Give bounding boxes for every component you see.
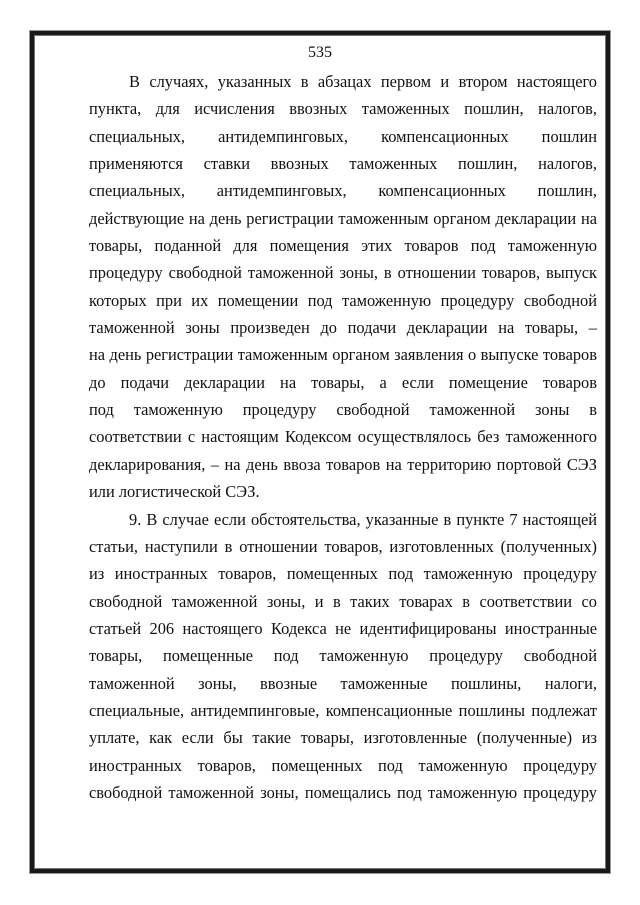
- text-line: до подачи декларации на товары, а если помещение товаров: [89, 372, 597, 392]
- text-line: применяются ставки ввозных таможенных пошлин, налогов,: [89, 154, 597, 174]
- text-line: таможенной зоны произведен до подачи декларации на товары, –: [89, 318, 597, 338]
- text-line: товары, поданной для помещения этих товаров под таможенную: [89, 236, 597, 256]
- document-body: [89, 68, 597, 806]
- text-line: иностранных товаров, помещенных под таможенную процедуру: [89, 755, 597, 775]
- text-line: из иностранных товаров, помещенных под таможенную процедуру: [89, 564, 597, 584]
- text-line: таможенной зоны, ввозные таможенные пошлины, налоги,: [89, 673, 597, 693]
- text-line: под таможенную процедуру свободной таможенной зоны в: [89, 400, 597, 420]
- text-line: свободной таможенной зоны, помещались под таможенную процедуру: [89, 782, 597, 802]
- text-line: свободной таможенной зоны, и в таких товарах в соответствии со: [89, 591, 597, 611]
- text-line: действующие на день регистрации таможенным органом декларации на: [89, 208, 597, 228]
- text-line: на день регистрации таможенным органом заявления о выпуске товаров: [89, 345, 597, 365]
- text-line: статьей 206 настоящего Кодекса не идентифицированы иностранные: [89, 618, 597, 638]
- text-line: пункта, для исчисления ввозных таможенных пошлин, налогов,: [89, 99, 597, 119]
- paragraph-9: [89, 506, 597, 807]
- text-line: специальных, антидемпинговых, компенсационных пошлин: [89, 126, 597, 146]
- paragraph-1: [89, 68, 597, 506]
- page-number: 535: [308, 44, 332, 61]
- text-line: специальных, антидемпинговых, компенсационных пошлин,: [89, 181, 597, 201]
- text-line: 9. В случае если обстоятельства, указанные в пункте 7 настоящей: [129, 509, 597, 529]
- text-line: соответствии с настоящим Кодексом осуществлялось без таможенного: [89, 427, 597, 447]
- text-line: процедуру свободной таможенной зоны, в отношении товаров, выпуск: [89, 263, 597, 283]
- text-line: товары, помещенные под таможенную процедуру свободной: [89, 646, 597, 666]
- text-line: декларирования, – на день ввоза товаров на территорию портовой СЭЗ: [89, 454, 597, 474]
- text-line: уплате, как если бы такие товары, изготовленные (полученные) из: [89, 728, 597, 748]
- text-line: В случаях, указанных в абзацах первом и втором настоящего: [129, 72, 597, 91]
- text-line: специальные, антидемпинговые, компенсационные пошлины подлежат: [89, 700, 597, 720]
- text-line: статьи, наступили в отношении товаров, изготовленных (полученных): [89, 536, 597, 556]
- text-line: или логистической СЭЗ.: [89, 482, 260, 502]
- text-line: которых при их помещении под таможенную процедуру свободной: [89, 290, 597, 310]
